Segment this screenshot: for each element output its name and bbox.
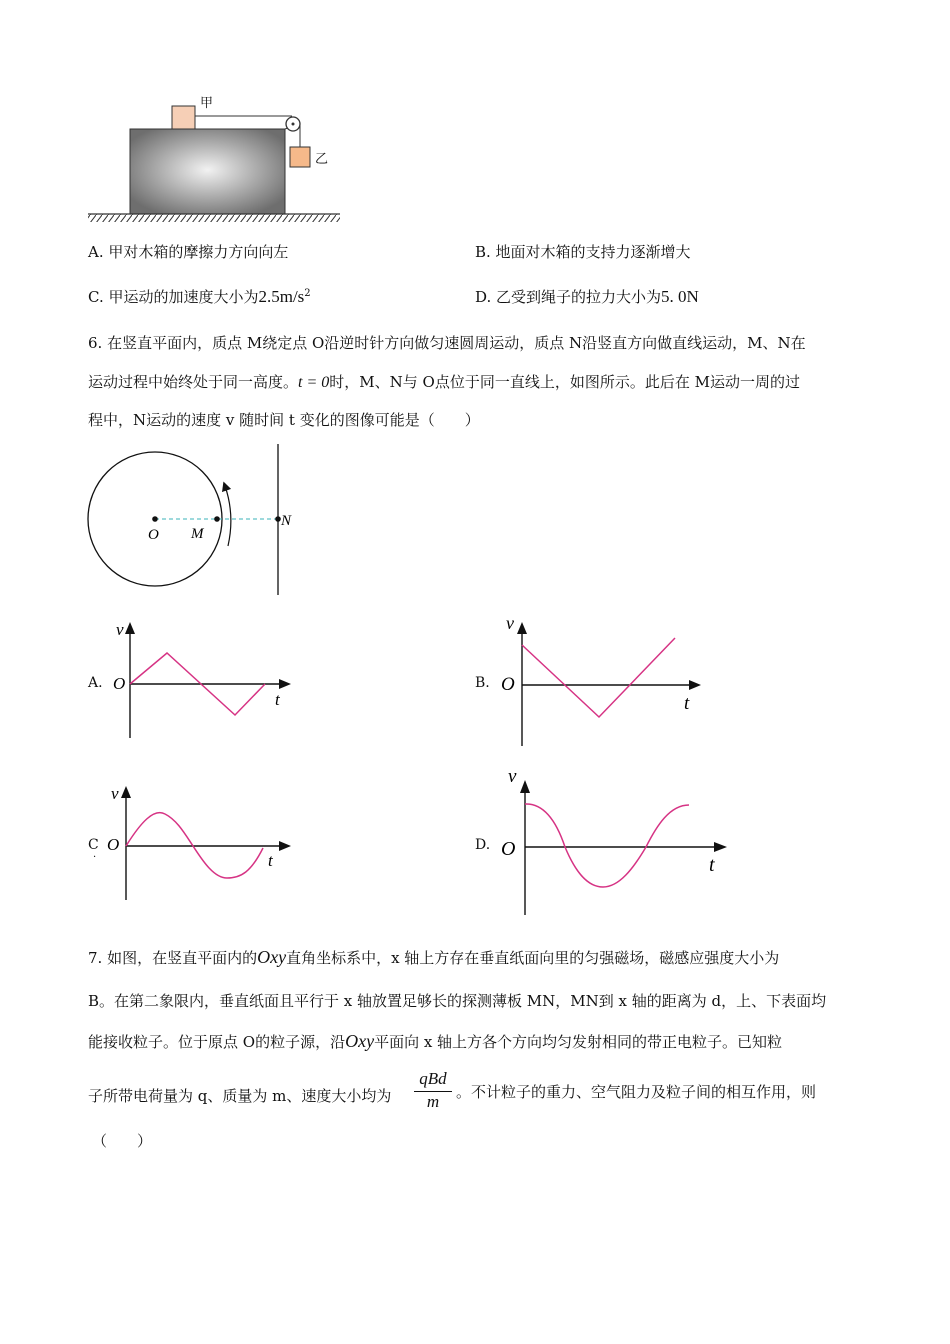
q7-line-3a: 能接收粒子。位于原点 O的粒子源，沿 bbox=[88, 1033, 346, 1051]
point-o bbox=[152, 516, 158, 522]
graph-c-dot: · bbox=[93, 852, 97, 863]
graph-b-letter: B. bbox=[475, 675, 490, 691]
graph-d-curve bbox=[525, 804, 689, 887]
graph-d-letter: D. bbox=[475, 837, 491, 853]
graph-d-v-label: v bbox=[508, 766, 517, 787]
q7-line-3 bbox=[88, 1031, 868, 1052]
label-n: N bbox=[281, 513, 292, 529]
graph-b-t-label: t bbox=[684, 693, 690, 714]
q6-line-2a: 运动过程中始终处于同一高度。 bbox=[88, 373, 299, 391]
wooden-box bbox=[130, 129, 285, 214]
q5-option-c-value: 2.5m/s bbox=[258, 287, 305, 306]
q7-line-4a: 子所带电荷量为 q、质量为 m、速度大小均为 bbox=[88, 1087, 392, 1105]
q5-option-c bbox=[88, 288, 311, 305]
label-jia: 甲 bbox=[200, 96, 214, 111]
q5-option-d bbox=[475, 288, 699, 305]
q6-line-2 bbox=[88, 371, 868, 392]
graph-b-o-label: O bbox=[501, 674, 515, 695]
graph-c bbox=[105, 780, 300, 905]
q7-line-2: B。在第二象限内，垂直纸面且平行于 x 轴放置足够长的探测薄板 MN，MN到 x 轴的距离为 d，上、下表面均 bbox=[88, 992, 827, 1010]
q6-line-3: 程中，N运动的速度 v 随时间 t 变化的图像可能是（ ） bbox=[88, 411, 480, 429]
q7-oxy-1: Oxy bbox=[257, 947, 287, 967]
point-m bbox=[214, 516, 220, 522]
fraction-denominator: m bbox=[426, 1092, 440, 1111]
q7-line-5: （ ） bbox=[92, 1132, 153, 1150]
graph-a-o-label: O bbox=[113, 674, 126, 693]
q6-t-equals-0: t = 0 bbox=[298, 374, 330, 391]
q7-line-1b: 直角坐标系中，x 轴上方存在垂直纸面向里的匀强磁场，磁感应强度大小为 bbox=[286, 949, 780, 967]
q5-option-a: A. 甲对木箱的摩擦力方向向左 bbox=[88, 243, 289, 261]
graph-d bbox=[495, 763, 735, 918]
graph-a-letter: A. bbox=[88, 675, 103, 691]
graph-b bbox=[495, 612, 710, 750]
graph-c-v-label: v bbox=[111, 784, 119, 803]
graph-d-o-label: O bbox=[501, 838, 516, 860]
q5-option-d-prefix: D. 乙受到绳子的拉力大小为 bbox=[475, 288, 662, 306]
velocity-fraction bbox=[412, 1069, 454, 1112]
graph-a-t-label: t bbox=[275, 690, 280, 709]
graph-b-v-label: v bbox=[506, 613, 514, 633]
q5-option-d-value: 5. 0N bbox=[661, 287, 699, 306]
graph-c-o-label: O bbox=[107, 835, 120, 854]
fraction-numerator: qBd bbox=[419, 1069, 447, 1088]
q6-line-1: 6. 在竖直平面内，质点 M绕定点 O沿逆时针方向做匀速圆周运动，质点 N沿竖直方向做直线运动，M、N在 bbox=[88, 334, 806, 352]
graph-b-curve bbox=[522, 638, 675, 717]
label-m: M bbox=[191, 526, 204, 542]
circle-motion-figure bbox=[84, 442, 304, 602]
graph-d-t-label: t bbox=[709, 854, 715, 876]
label-o: O bbox=[148, 527, 159, 543]
graph-a-v-label: v bbox=[116, 620, 124, 639]
rotation-arrow-icon bbox=[225, 486, 231, 546]
ground-hatch bbox=[88, 214, 340, 222]
q5-option-c-prefix: C. 甲运动的加速度大小为 bbox=[88, 288, 259, 306]
block-yi bbox=[290, 147, 310, 167]
q5-option-c-sup: 2 bbox=[304, 288, 311, 299]
box-pulley-figure bbox=[84, 95, 354, 230]
graph-c-letter: C bbox=[88, 837, 99, 853]
q7-oxy-2: Oxy bbox=[345, 1031, 375, 1051]
q7-line-3b: 平面向 x 轴上方各个方向均匀发射相同的带正电粒子。已知粒 bbox=[374, 1033, 783, 1051]
q6-line-2b: 时，M、N与 O点位于同一直线上，如图所示。此后在 M运动一周的过 bbox=[329, 373, 800, 391]
graph-c-t-label: t bbox=[268, 851, 273, 870]
q5-option-b: B. 地面对木箱的支持力逐渐增大 bbox=[475, 243, 691, 261]
q7-line-1a: 7. 如图，在竖直平面内的 bbox=[88, 949, 258, 967]
block-jia bbox=[172, 106, 195, 129]
graph-a bbox=[105, 618, 300, 743]
q7-line-1 bbox=[88, 947, 868, 968]
label-yi: 乙 bbox=[315, 152, 329, 167]
q7-line-4b: 。不计粒子的重力、空气阻力及粒子间的相互作用，则 bbox=[456, 1083, 817, 1101]
